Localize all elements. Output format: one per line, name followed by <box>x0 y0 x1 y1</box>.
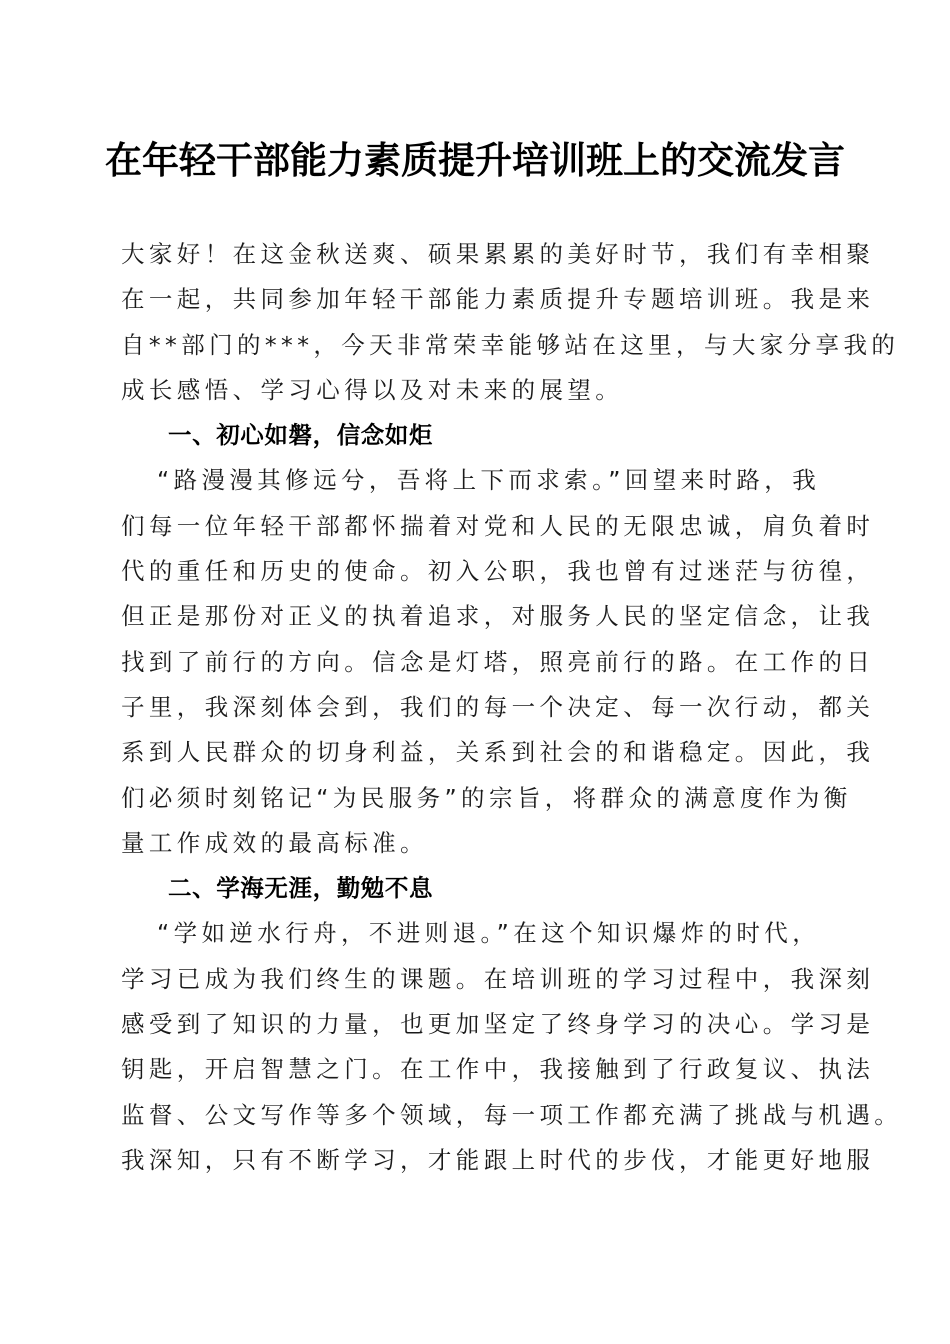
paragraph-line: “学如逆水行舟，不进则退。”在这个知识爆炸的时代， <box>157 919 821 948</box>
paragraph-line: 们必须时刻铭记“为民服务”的宗旨，将群众的满意度作为衡 <box>121 783 852 812</box>
paragraph-line: 学习已成为我们终生的课题。在培训班的学习过程中，我深刻 <box>121 964 875 993</box>
paragraph-line: 大家好！在这金秋送爽、硕果累累的美好时节，我们有幸相聚 <box>121 240 875 268</box>
paragraph-line: 成长感悟、学习心得以及对未来的展望。 <box>121 375 624 404</box>
document-body <box>121 232 903 1183</box>
paragraph-line: 找到了前行的方向。信念是灯塔，照亮前行的路。在工作的日 <box>121 647 875 676</box>
paragraph-line: 系到人民群众的切身利益，关系到社会的和谐稳定。因此，我 <box>121 738 875 767</box>
paragraph-line: 我深知，只有不断学习，才能跟上时代的步伐，才能更好地服 <box>121 1145 875 1174</box>
paragraph-line: 钥匙，开启智慧之门。在工作中，我接触到了行政复议、执法 <box>121 1055 875 1084</box>
paragraph-line: 子里，我深刻体会到，我们的每一个决定、每一次行动，都关 <box>121 692 875 721</box>
paragraph-line: 但正是那份对正义的执着追求，对服务人民的坚定信念，让我 <box>121 602 875 631</box>
section-heading-2: 二、学海无涯，勤勉不息 <box>168 874 434 903</box>
section-heading-1: 一、初心如磐，信念如炬 <box>168 421 434 450</box>
document-title: 在年轻干部能力素质提升培训班上的交流发言 <box>105 138 845 182</box>
paragraph-line: 监督、公文写作等多个领域，每一项工作都充满了挑战与机遇。 <box>121 1100 903 1129</box>
paragraph-line: 感受到了知识的力量，也更加坚定了终身学习的决心。学习是 <box>121 1010 875 1039</box>
paragraph-line: 们每一位年轻干部都怀揣着对党和人民的无限忠诚，肩负着时 <box>121 511 875 540</box>
paragraph-line: 代的重任和历史的使命。初入公职，我也曾有过迷茫与彷徨， <box>121 557 875 586</box>
paragraph-line: 自**部门的***，今天非常荣幸能够站在这里，与大家分享我的 <box>121 330 900 359</box>
paragraph-line: 量工作成效的最高标准。 <box>121 828 428 857</box>
paragraph-line: “路漫漫其修远兮，吾将上下而求索。”回望来时路，我 <box>157 466 821 495</box>
paragraph-line: 在一起，共同参加年轻干部能力素质提升专题培训班。我是来 <box>121 285 875 314</box>
